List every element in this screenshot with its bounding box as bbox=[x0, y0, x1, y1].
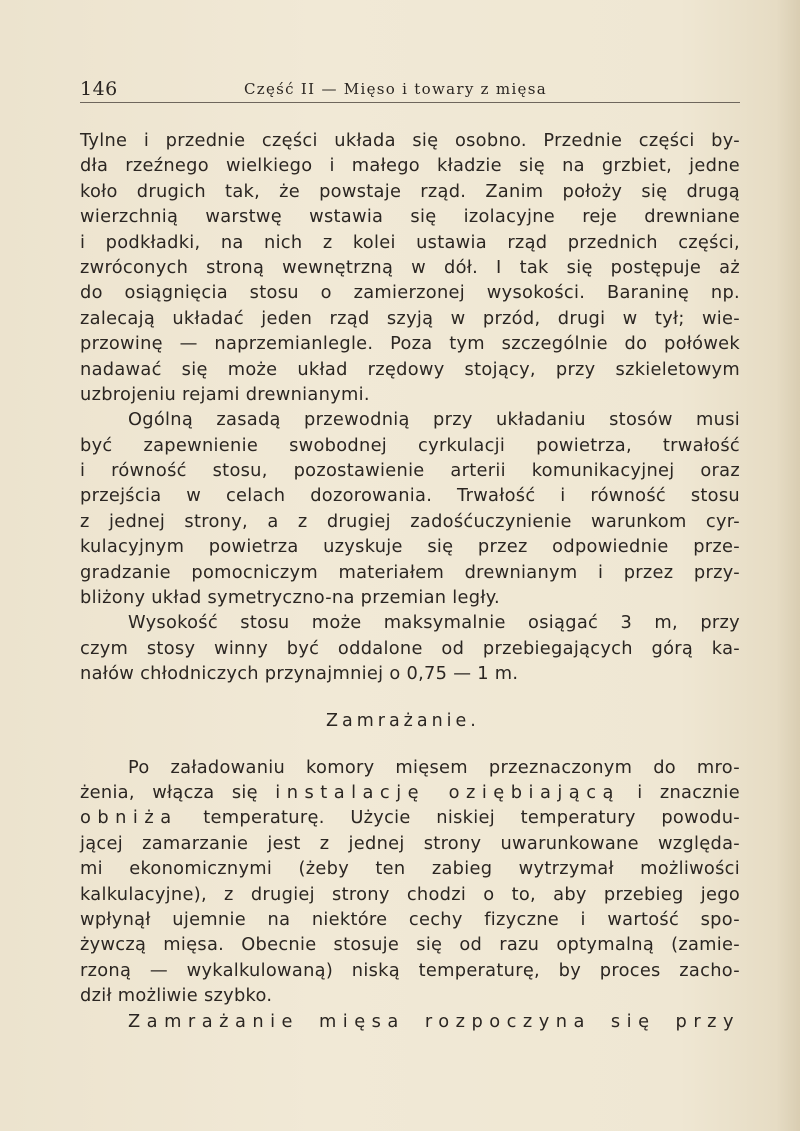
text-line: Wysokość stosu może maksymalnie osiągać 3 m, przy bbox=[128, 612, 740, 634]
text-line: przejścia w celach dozorowania. Trwałość i równość stosu bbox=[80, 485, 740, 507]
text-line: i podkładki, na nich z kolei ustawia rząd przednich części, bbox=[80, 231, 740, 253]
text-line: dła rzeźnego wielkiego i małego kładzie się na grzbiet, jedne bbox=[80, 155, 740, 177]
text-line: kalkulacyjne), z drugiej strony chodzi o to, aby przebieg jego bbox=[80, 883, 740, 905]
text-line: kulacyjnym powietrza uzyskuje się przez odpowiednie prze- bbox=[80, 536, 740, 558]
text-line: Ogólną zasadą przewodnią przy układaniu stosów musi bbox=[128, 409, 740, 431]
text-line: być zapewnienie swobodnej cyrkulacji powietrza, trwałość bbox=[80, 434, 740, 456]
text-span: żenia, włącza się bbox=[80, 781, 258, 803]
paragraph-principles bbox=[80, 407, 740, 610]
text-line bbox=[80, 780, 740, 805]
section-heading: Zamrażanie. bbox=[326, 710, 480, 731]
text-line: wierzchnią warstwę wstawia się izolacyjne reje drewniane bbox=[80, 206, 740, 228]
text-line: Tylne i przednie części układa się osobno. Przednie części by- bbox=[80, 130, 740, 151]
text-span: temperaturę. Użycie niskiej temperatury powodu- bbox=[203, 807, 741, 829]
paragraph-freezing bbox=[80, 755, 740, 1009]
text-span: i znacznie bbox=[637, 781, 740, 803]
text-line: koło drugich tak, że powstaje rząd. Zanim położy się drugą bbox=[80, 180, 740, 202]
text-line: zwróconych stroną wewnętrzną w dół. I tak się postępuje aż bbox=[80, 256, 740, 278]
text-line: czym stosy winny być oddalone od przebiegających górą ka- bbox=[80, 637, 740, 659]
text-line: zalecają układać jeden rząd szyją w przód, drugi w tył; wie- bbox=[80, 307, 740, 329]
text-line bbox=[80, 805, 740, 830]
text-line: żywczą mięsa. Obecnie stosuje się od razu optymalną (zamie- bbox=[80, 934, 740, 956]
paragraph-start-spaced: Zamrażanie mięsa rozpoczyna się przy bbox=[128, 1010, 740, 1032]
text-line: i równość stosu, pozostawienie arterii komunikacyjnej oraz bbox=[80, 460, 740, 482]
page-number: 146 bbox=[80, 78, 118, 100]
emphasized-text: instalację oziębiającą bbox=[275, 781, 620, 803]
running-title: Część II — Mięso i towary z mięsa bbox=[244, 80, 547, 98]
page-header bbox=[80, 78, 740, 103]
text-line: dził możliwie szybko. bbox=[80, 985, 273, 1007]
text-line: przowinę — naprzemianlegle. Poza tym szczególnie do połówek bbox=[80, 333, 740, 355]
text-line: nałów chłodniczych przynajmniej o 0,75 — 1 m. bbox=[80, 663, 519, 685]
text-line: gradzanie pomocniczym materiałem drewnianym i przez przy- bbox=[80, 561, 740, 583]
text-line: wpłynął ujemnie na niektóre cechy fizyczne i wartość spo- bbox=[80, 908, 740, 930]
paragraph-stacking bbox=[80, 128, 740, 407]
text-line: bliżony układ symetryczno-na przemian legły. bbox=[80, 587, 500, 609]
paragraph-height bbox=[80, 610, 740, 686]
page-body bbox=[80, 128, 740, 1034]
text-line: z jednej strony, a z drugiej zadośćuczynienie warunkom cyr- bbox=[80, 510, 740, 532]
text-line: do osiągnięcia stosu o zamierzonej wysokości. Baraninę np. bbox=[80, 282, 740, 304]
text-line: jącej zamarzanie jest z jednej strony uwarunkowane względa- bbox=[80, 832, 740, 854]
text-line: uzbrojeniu rejami drewnianymi. bbox=[80, 383, 370, 405]
text-line: mi ekonomicznymi (żeby ten zabieg wytrzymał możliwości bbox=[80, 858, 740, 880]
text-line: Po załadowaniu komory mięsem przeznaczonym do mro- bbox=[128, 756, 740, 778]
text-line: rzoną — wykalkulowaną) niską temperaturę, by proces zacho- bbox=[80, 959, 740, 981]
text-line: nadawać się może układ rzędowy stojący, przy szkieletowym bbox=[80, 358, 740, 380]
emphasized-text: obniża bbox=[80, 807, 178, 829]
